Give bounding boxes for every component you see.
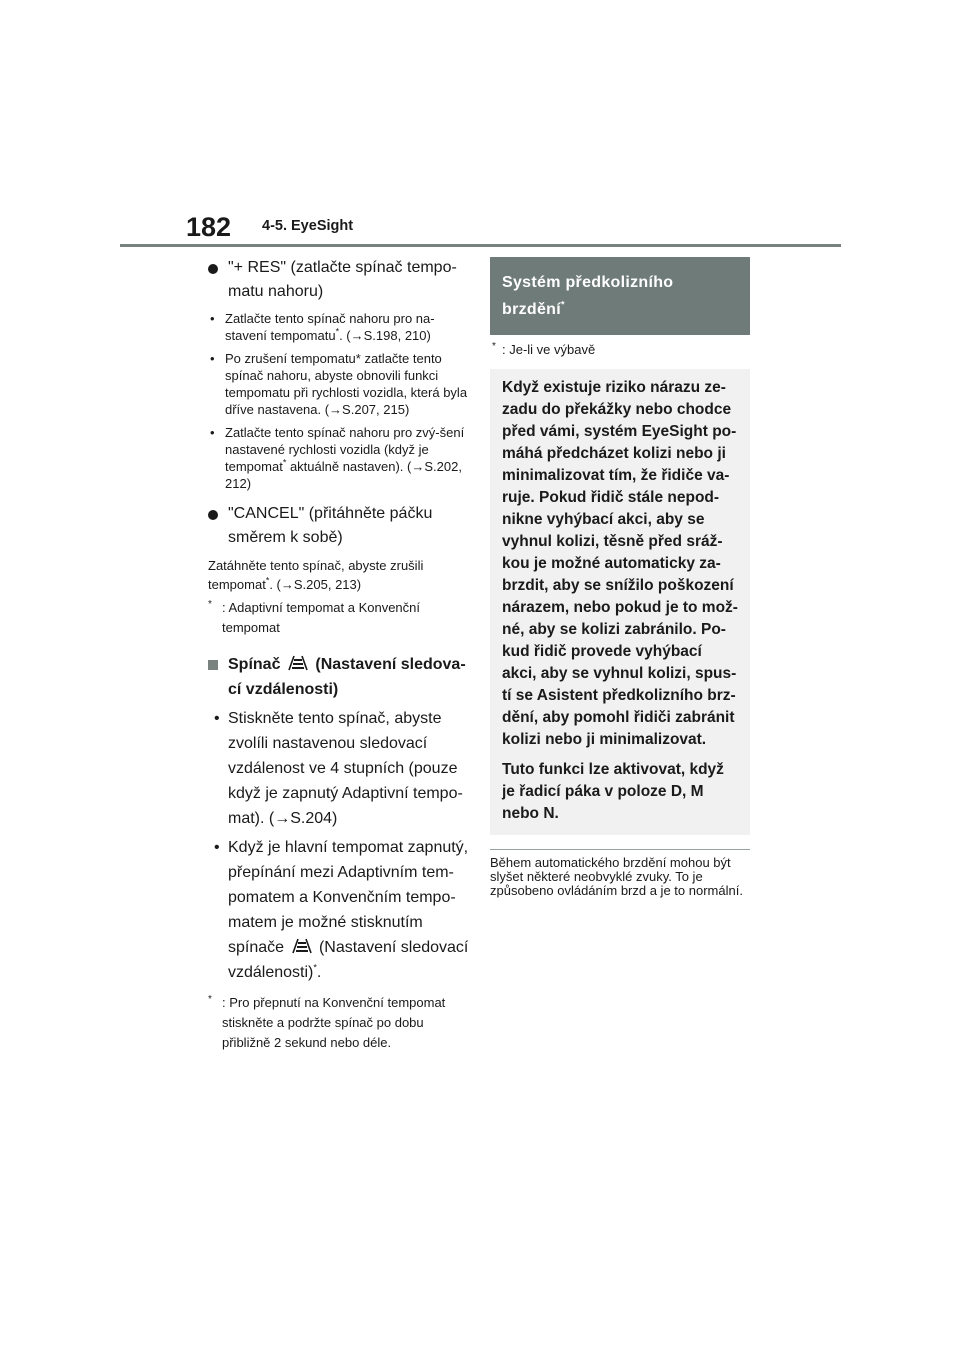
cancel-footnote-text: : Adaptivní tempomat a Konvenční tempomat (222, 600, 421, 635)
spinac-item-1 (208, 706, 470, 831)
res-item-2 (208, 350, 470, 418)
footnote-star: * (265, 575, 270, 586)
res-item-1 (208, 310, 470, 344)
section-label: 4-5. EyeSight (262, 218, 354, 234)
bullet-mark: • (210, 311, 215, 326)
footer-text: Během automatického brzdění mohou být slyšet některé neobvyklé zvuky. To je způsobeno ovládáním brzd a je to normální. (490, 855, 743, 898)
res-item-1-ref: . (→S.198, 210) (339, 328, 431, 343)
footnote-star: * (282, 457, 287, 468)
left-column (208, 256, 470, 1063)
bullet-mark: • (210, 425, 215, 440)
res-item-1-text: Zatlačte tento spínač nahoru pro na-stavení tempomatu (225, 311, 435, 343)
res-item-3-ref: aktuálně nastaven). (→S.202, 212) (225, 459, 462, 491)
spinac-heading-post: (Nastavení sledova-cí vzdálenosti) (228, 656, 466, 698)
res-item-2-text: Po zrušení tempomatu* zatlačte tento spínač nahoru, abyste obnovili funkci tempomatu při rychlosti vozidla, která byla dříve nastavena. (→S.207, 215) (225, 351, 468, 417)
info-box (490, 369, 750, 835)
section-title-box (490, 257, 750, 335)
bullet-mark: • (214, 710, 220, 727)
header-rule (120, 244, 841, 247)
section-square-icon (208, 660, 218, 670)
bullet-mark: • (210, 351, 215, 366)
footnote-star: * (335, 326, 340, 337)
availability-note (492, 341, 750, 359)
res-heading (208, 256, 470, 304)
footnote-star: * (561, 299, 565, 310)
bullet-dot-icon (208, 264, 218, 274)
footer-rule (490, 849, 750, 850)
footnote-star: * (492, 341, 496, 352)
spinac-item-2-end: . (316, 964, 322, 981)
footnote-star: * (208, 994, 212, 1005)
spinac-item-2 (208, 835, 470, 985)
bullet-dot-icon (208, 510, 218, 520)
footnote-star: * (208, 599, 212, 610)
spinac-item-2-text: Když je hlavní tempomat zapnutý, přepínání mezi Adaptivním tem-pomatem a Konvenčním tempo-matem je možné stisknutím spínače (228, 839, 469, 956)
distance-setting-icon (291, 937, 313, 955)
cancel-footnote (208, 598, 470, 638)
cancel-heading (208, 502, 470, 550)
availability-note-text: : Je-li ve výbavě (502, 342, 596, 357)
res-item-3 (208, 424, 470, 492)
info-paragraph-1: Když existuje riziko nárazu ze-zadu do překážky nebo chodce před vámi, systém EyeSight po-máhá předcházet kolizi nebo ji minimalizovat tím, že řidiče va-ruje. Pokud řidič stále nepod-nikne vyhýbací akci, aby se vyhnul kolizi, těsně před sráž-kou je možné automaticky za-brzdit, aby se snížilo poškození nárazem, nebo pokud je to mož-né, aby se kolizi zabránilo. Po-kud řidič provede vyhýbací akci, aby se vyhnul kolizi, spus-tí se Asistent předkolizního brz-dění, aby pomohl řidiči zabránit kolizi nebo ji minimalizovat. (502, 379, 738, 748)
cancel-text (208, 556, 470, 594)
spinac-heading-pre: Spínač (228, 656, 281, 673)
spinac-footnote (208, 993, 470, 1053)
spinac-heading (208, 652, 470, 702)
distance-setting-icon (287, 654, 309, 672)
spinac-item-1-text: Stiskněte tento spínač, abyste zvolíli nastavenou sledovací vzdálenost ve 4 stupních (pouze když je zapnutý Adaptivní tempo-mat). (→S.204) (228, 710, 463, 827)
section-title: Systém předkolizního brzdění (502, 274, 674, 318)
cancel-text-main: Zatáhněte tento spínač, abyste zrušili tempomat (208, 558, 424, 592)
spinac-item-2-post: (Nastavení sledovací vzdálenosti) (228, 939, 469, 981)
page-number: 182 (186, 212, 232, 242)
cancel-text-ref: . (→S.205, 213) (269, 577, 362, 592)
res-item-3-text: Zatlačte tento spínač nahoru pro zvý-šení nastavené rychlosti vozidla (když je tempomat (225, 425, 465, 474)
footnote-star: * (313, 962, 317, 973)
info-paragraph-2: Tuto funkci lze aktivovat, když je řadicí páka v poloze D, M nebo N. (502, 761, 724, 822)
right-column (490, 257, 750, 898)
bullet-mark: • (214, 839, 220, 856)
spinac-footnote-text: : Pro přepnutí na Konvenční tempomat stiskněte a podržte spínač po dobu přibližně 2 sekund nebo déle. (222, 995, 446, 1050)
res-heading-text: "+ RES" (zatlačte spínač tempo-matu nahoru) (228, 259, 457, 300)
cancel-heading-text: "CANCEL" (přitáhněte páčku směrem k sobě) (228, 505, 433, 546)
